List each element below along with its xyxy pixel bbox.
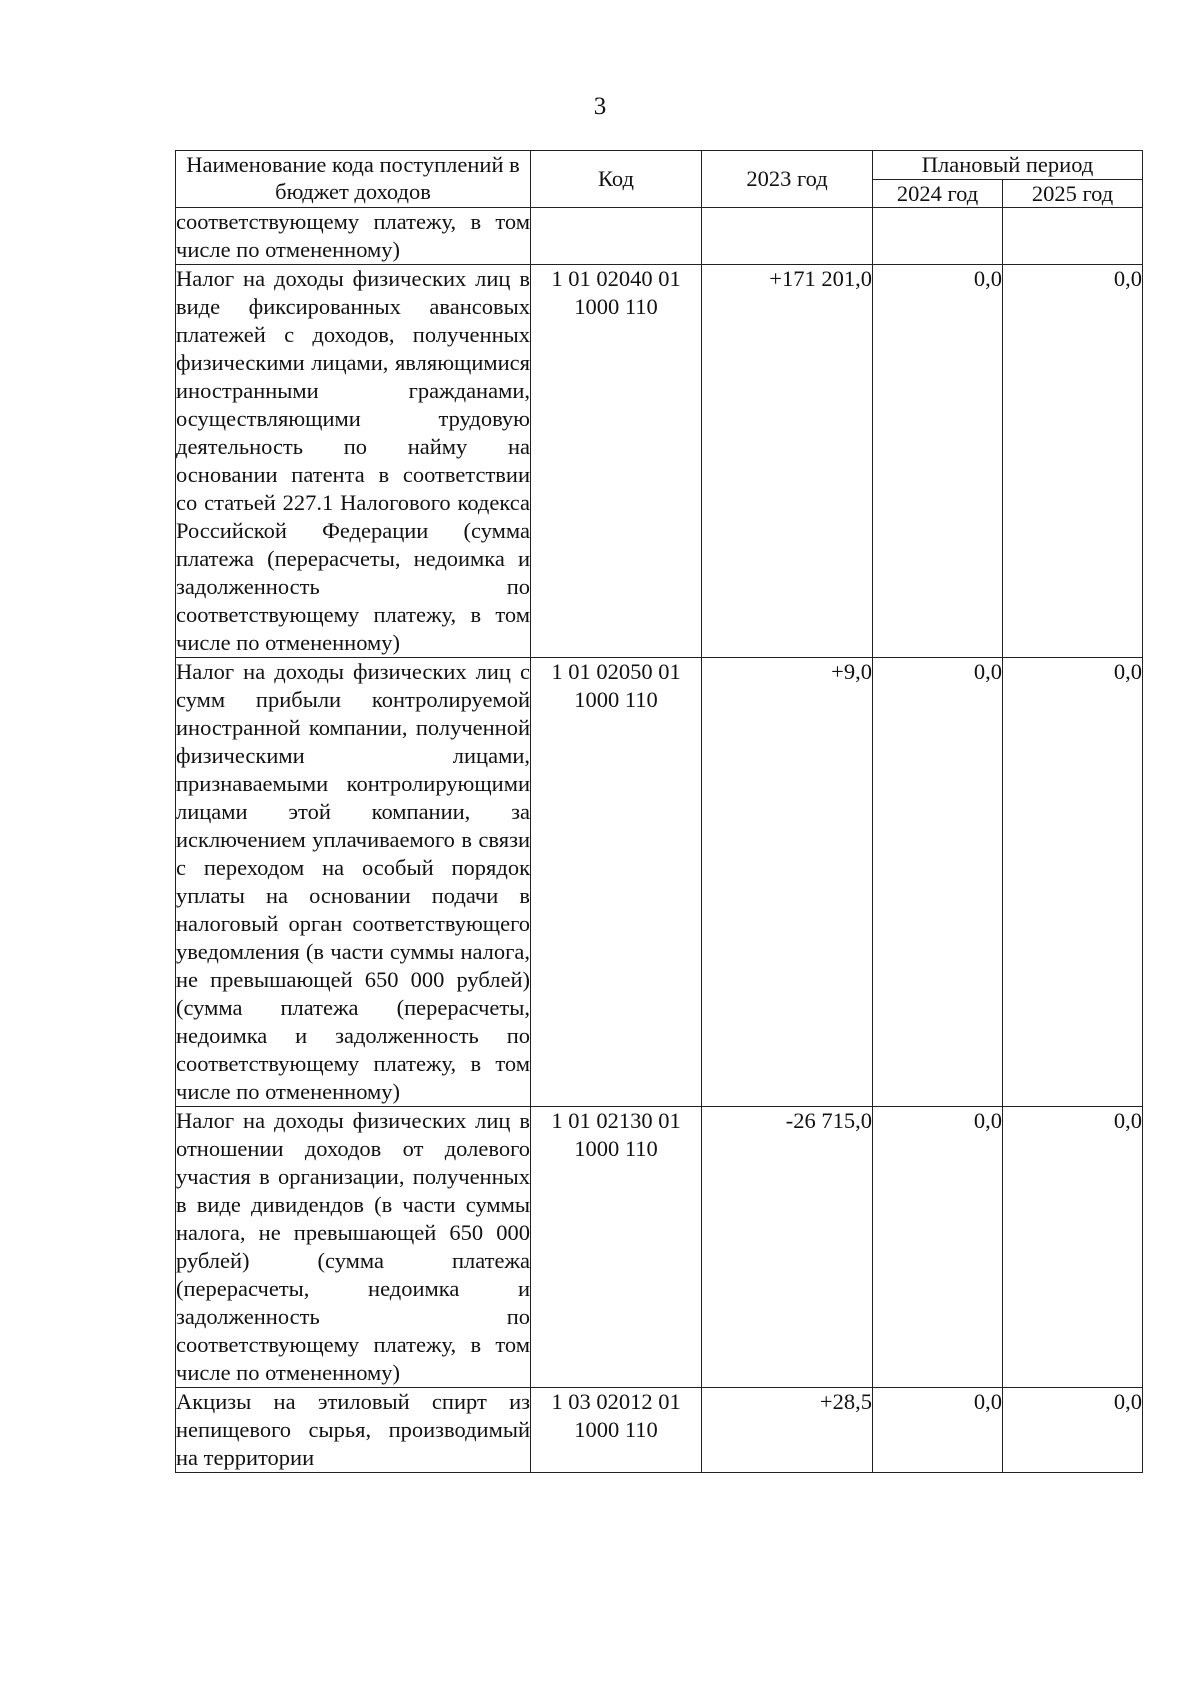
row-value-2024: 0,0: [873, 1107, 1003, 1388]
row-code: 1 01 02050 01 1000 110: [531, 658, 702, 1107]
row-value-2023: -26 715,0: [702, 1107, 873, 1388]
row-value-2025: 0,0: [1003, 265, 1143, 658]
row-name: Налог на доходы физических лиц в отношении доходов от долевого участия в организации, полученных в виде дивидендов (в части суммы налога, не превышающей 650 000 рублей) (сумма платежа (перерасчеты, недоимка и задолженность по соответствующему платежу, в том числе по отмененному): [176, 1107, 531, 1388]
row-value-2023: +171 201,0: [702, 265, 873, 658]
header-code: Код: [531, 151, 702, 208]
table-row: [176, 265, 1143, 658]
row-value-2025: 0,0: [1003, 658, 1143, 1107]
page-number: 3: [593, 93, 607, 120]
row-code: 1 01 02130 01 1000 110: [531, 1107, 702, 1388]
row-value-2023: +9,0: [702, 658, 873, 1107]
table-row: [176, 208, 1143, 265]
header-plan-period: Плановый период: [873, 151, 1143, 180]
header-year-2025: 2025 год: [1003, 180, 1143, 208]
row-value-2024: [873, 208, 1003, 265]
row-value-2024: 0,0: [873, 265, 1003, 658]
table-row: [176, 1107, 1143, 1388]
row-code: 1 01 02040 01 1000 110: [531, 265, 702, 658]
header-year-2024: 2024 год: [873, 180, 1003, 208]
row-value-2023: +28,5: [702, 1388, 873, 1473]
row-value-2023: [702, 208, 873, 265]
row-name: Налог на доходы физических лиц в виде фиксированных авансовых платежей с доходов, полученных физическими лицами, являющимися иностранными гражданами, осуществляющими трудовую деятельность по найму на основании патента в соответствии со статьей 227.1 Налогового кодекса Российской Федерации (сумма платежа (перерасчеты, недоимка и задолженность по соответствующему платежу, в том числе по отмененному): [176, 265, 531, 658]
header-year-2023: 2023 год: [702, 151, 873, 208]
row-value-2025: 0,0: [1003, 1388, 1143, 1473]
row-code: 1 03 02012 01 1000 110: [531, 1388, 702, 1473]
row-value-2024: 0,0: [873, 658, 1003, 1107]
header-name: Наименование кода поступлений в бюджет доходов: [176, 151, 531, 208]
revenue-table: [175, 150, 1143, 1473]
table-row: [176, 658, 1143, 1107]
row-code: [531, 208, 702, 265]
table-row: [176, 1388, 1143, 1473]
row-name: Налог на доходы физических лиц с сумм прибыли контролируемой иностранной компании, полученной физическими лицами, признаваемыми контролирующими лицами этой компании, за исключением уплачиваемого в связи с переходом на особый порядок уплаты на основании подачи в налоговый орган соответствующего уведомления (в части суммы налога, не превышающей 650 000 рублей) (сумма платежа (перерасчеты, недоимка и задолженность по соответствующему платежу, в том числе по отмененному): [176, 658, 531, 1107]
row-name: Акцизы на этиловый спирт из непищевого сырья, производимый на территории: [176, 1388, 531, 1473]
row-name: соответствующему платежу, в том числе по отмененному): [176, 208, 531, 265]
row-value-2025: [1003, 208, 1143, 265]
row-value-2025: 0,0: [1003, 1107, 1143, 1388]
row-value-2024: 0,0: [873, 1388, 1003, 1473]
